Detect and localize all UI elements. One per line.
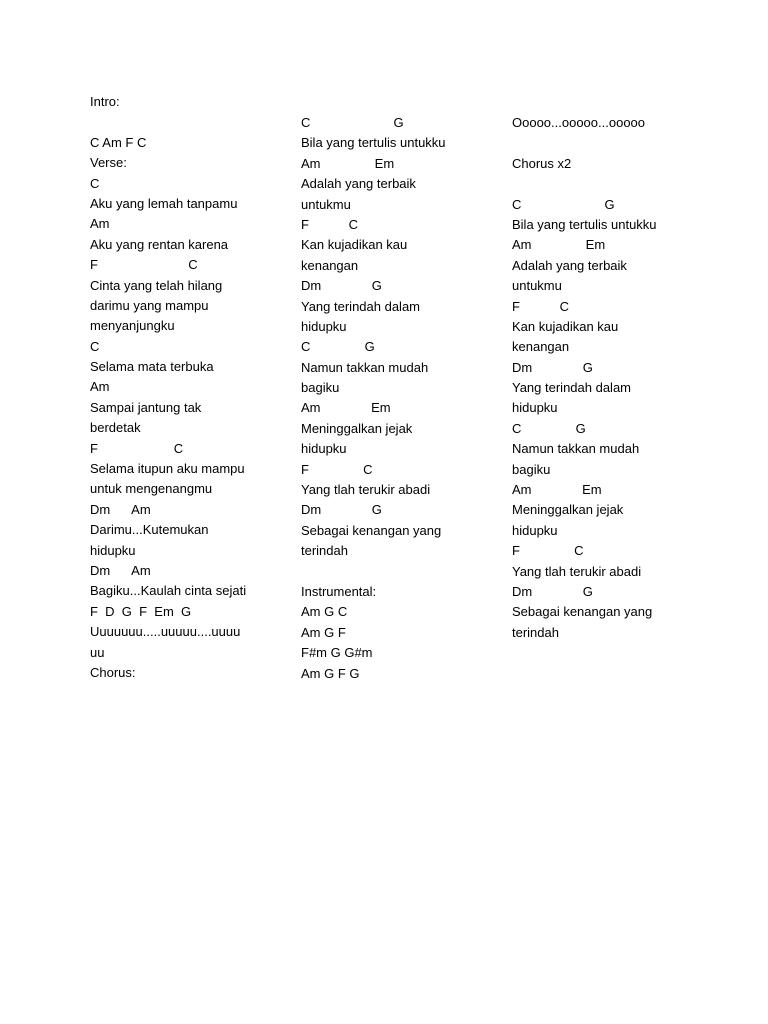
chord-line: Am Em bbox=[512, 482, 602, 498]
blank-line bbox=[512, 133, 688, 153]
lyric-line: terindah bbox=[512, 624, 559, 640]
chord-line: Am G C bbox=[301, 604, 348, 620]
chord-line: Dm G bbox=[512, 359, 593, 375]
chord-line: F C bbox=[301, 461, 373, 477]
lyric-line: Namun takkan mudah bbox=[301, 359, 429, 375]
lyric-line: Darimu...Kutemukan bbox=[90, 522, 209, 538]
lyric-line: Aku yang lemah tanpamu bbox=[90, 195, 238, 211]
lyrics-column-2 bbox=[301, 113, 473, 684]
chord-line: F C bbox=[512, 298, 570, 314]
chord-line: Am Em bbox=[301, 400, 391, 416]
chord-line: Dm G bbox=[512, 583, 593, 599]
lyric-line: Selama itupun aku mampu bbox=[90, 461, 245, 477]
lyric-line: Adalah yang terbaik bbox=[301, 176, 416, 192]
blank-line bbox=[90, 112, 262, 132]
lyric-line: menyanjungku bbox=[90, 318, 175, 334]
chord-line: Dm G bbox=[301, 278, 382, 294]
lyric-line: Intro: bbox=[90, 94, 120, 109]
blank-line bbox=[512, 174, 688, 194]
lyric-line: terindah bbox=[301, 543, 348, 559]
chord-line: Dm Am bbox=[90, 562, 151, 578]
lyric-line: Yang tlah terukir abadi bbox=[512, 563, 642, 579]
lyric-line: Kan kujadikan kau bbox=[512, 318, 619, 334]
chord-line: C G bbox=[512, 420, 586, 436]
chord-line: Am G F G bbox=[301, 665, 360, 681]
chord-line: Dm Am bbox=[90, 501, 151, 517]
lyric-line: hidupku bbox=[512, 400, 558, 416]
lyric-line: Cinta yang telah hilang bbox=[90, 277, 223, 293]
chord-line: C Am F C bbox=[90, 134, 147, 150]
lyric-line: Sampai jantung tak bbox=[90, 399, 202, 415]
chord-line: Am Em bbox=[512, 237, 606, 253]
chord-line: F#m G G#m bbox=[301, 645, 373, 661]
lyric-line: bagiku bbox=[512, 461, 551, 477]
chord-line: Am bbox=[90, 216, 110, 232]
lyric-line: hidupku bbox=[512, 522, 558, 538]
lyric-line: Ooooo...ooooo...ooooo bbox=[512, 115, 646, 130]
lyric-line: hidupku bbox=[301, 318, 347, 334]
lyric-line: Instrumental: bbox=[301, 583, 377, 599]
lyric-line: Sebagai kenangan yang bbox=[512, 604, 653, 620]
lyric-line: Bila yang tertulis untukku bbox=[301, 135, 446, 151]
lyric-line: Meninggalkan jejak bbox=[512, 502, 624, 518]
lyric-line: Selama mata terbuka bbox=[90, 359, 214, 375]
chord-line: C G bbox=[301, 339, 375, 355]
lyric-line: darimu yang mampu bbox=[90, 297, 209, 313]
lyric-line: untuk mengenangmu bbox=[90, 481, 213, 497]
lyric-line: kenangan bbox=[512, 339, 570, 355]
chord-line: F C bbox=[90, 257, 198, 273]
lyrics-column-3 bbox=[512, 113, 688, 643]
chord-line: C bbox=[90, 338, 100, 354]
chord-line: C bbox=[90, 175, 100, 191]
lyric-line: Yang terindah dalam bbox=[301, 298, 421, 314]
chord-line: C G bbox=[512, 196, 615, 212]
lyrics-column-1 bbox=[90, 92, 262, 683]
blank-line bbox=[301, 562, 473, 582]
lyric-line: Yang terindah dalam bbox=[512, 380, 632, 396]
lyric-line: Uuuuuuu.....uuuuu....uuuu bbox=[90, 624, 241, 640]
lyric-line: Adalah yang terbaik bbox=[512, 257, 627, 273]
lyric-line: Aku yang rentan karena bbox=[90, 236, 229, 252]
lyric-line: Meninggalkan jejak bbox=[301, 420, 413, 436]
lyric-line: Bila yang tertulis untukku bbox=[512, 216, 657, 232]
lyric-line: untukmu bbox=[512, 278, 562, 294]
lyric-line: Chorus x2 bbox=[512, 155, 572, 171]
lyric-line: Sebagai kenangan yang bbox=[301, 522, 442, 538]
lyric-line: hidupku bbox=[301, 441, 347, 457]
chord-line: F C bbox=[90, 440, 184, 456]
lyric-line: Bagiku...Kaulah cinta sejati bbox=[90, 583, 247, 599]
chord-line: F D G F Em G bbox=[90, 603, 192, 619]
chord-line: F C bbox=[301, 216, 359, 232]
lyric-line: Kan kujadikan kau bbox=[301, 237, 408, 253]
lyric-line: hidupku bbox=[90, 542, 136, 558]
lyric-line: kenangan bbox=[301, 257, 359, 273]
chord-line: F C bbox=[512, 543, 584, 559]
chord-line: C G bbox=[301, 115, 404, 130]
lyric-line: uu bbox=[90, 644, 105, 660]
lyric-line: bagiku bbox=[301, 380, 340, 396]
lyric-line: Yang tlah terukir abadi bbox=[301, 482, 431, 498]
lyric-line: Chorus: bbox=[90, 664, 136, 680]
lyric-line: berdetak bbox=[90, 420, 141, 436]
chord-line: Am G F bbox=[301, 624, 346, 640]
chord-line: Dm G bbox=[301, 502, 382, 518]
lyric-line: Namun takkan mudah bbox=[512, 441, 640, 457]
lyric-line: untukmu bbox=[301, 196, 351, 212]
lyric-line: Verse: bbox=[90, 155, 127, 171]
chord-line: Am bbox=[90, 379, 110, 395]
chord-line: Am Em bbox=[301, 155, 395, 171]
